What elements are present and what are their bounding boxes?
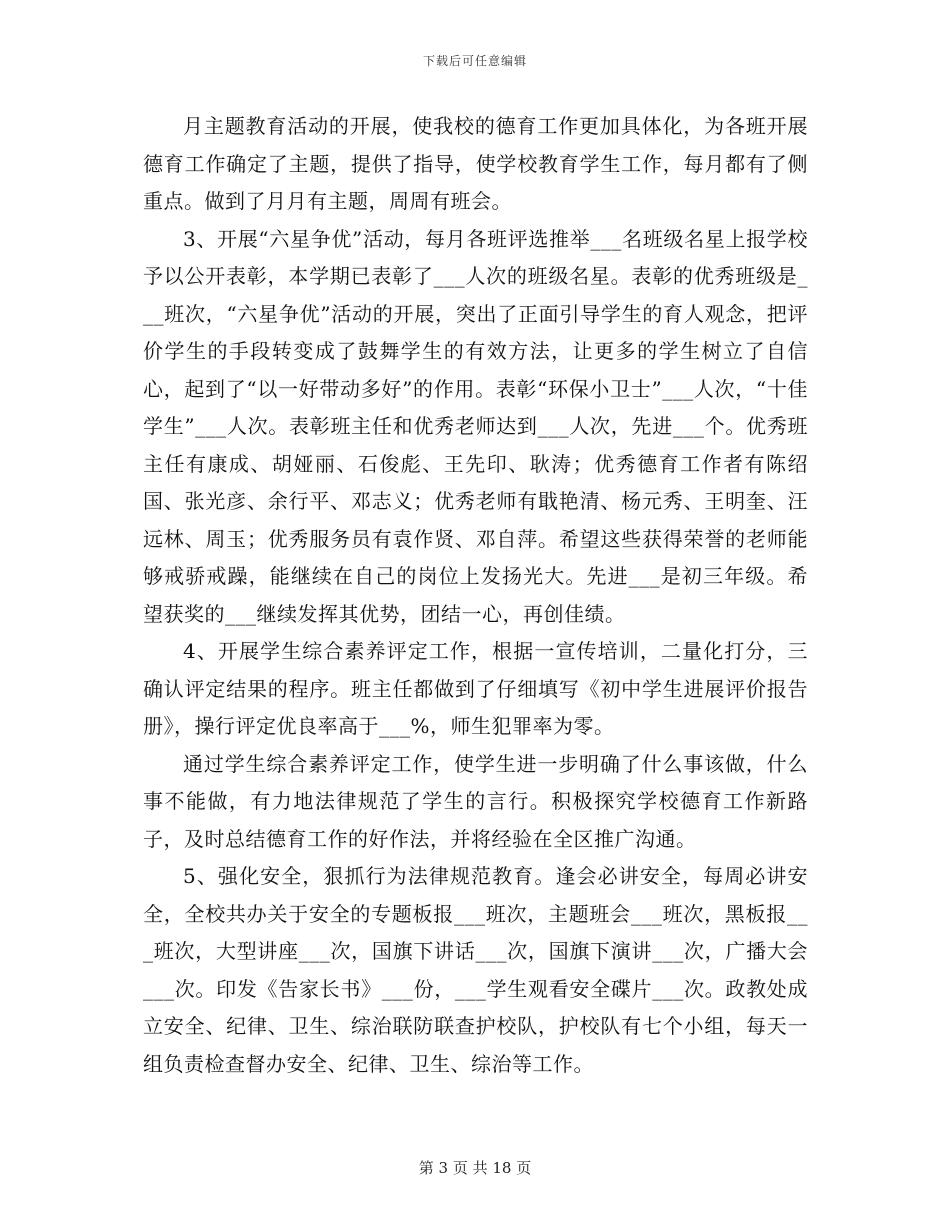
paragraph-3: 4、开展学生综合素养评定工作，根据一宣传培训，二量化打分，三确认评定结果的程序。班主任都做到了仔细填写《初中学生进展评价报告册》，操行评定优良率高于___%，师生犯罪率为零。 — [143, 639, 808, 738]
paragraph-4: 通过学生综合素养评定工作，使学生进一步明确了什么事该做，什么事不能做，有力地法律规范了学生的言行。积极探究学校德育工作新路子，及时总结德育工作的好作法，并将经验在全区推广沟通。 — [143, 751, 808, 851]
page-header: 下载后可任意编辑 — [422, 54, 527, 68]
paragraph-1: 月主题教育活动的开展，使我校的德育工作更加具体化，为各班开展德育工作确定了主题，提供了指导，使学校教育学生工作，每月都有了侧重点。做到了月月有主题，周周有班会。 — [143, 114, 808, 213]
document-body — [143, 108, 808, 1083]
page-number: 第 3 页 共 18 页 — [418, 1159, 532, 1177]
paragraph-5: 5、强化安全，狠抓行为法律规范教育。逢会必讲安全，每周必讲安全，全校共办关于安全的专题板报___班次，主题班会___班次，黑板报___班次，大型讲座___次，国旗下讲话___次，国旗下演讲___次，广播大会___次。印发《告家长书》___份，___学生观看安全碟片___次。政教处成立安全、纪律、卫生、综治联防联查护校队，护校队有七个小组，每天一组负责检查督办安全、纪律、卫生、综治等工作。 — [143, 864, 808, 1076]
paragraph-2: 3、开展“六星争优”活动，每月各班评选推举___名班级名星上报学校予以公开表彰，本学期已表彰了___人次的班级名星。表彰的优秀班级是___班次，“六星争优”活动的开展，突出了正面引导学生的育人观念，把评价学生的手段转变成了鼓舞学生的有效方法，让更多的学生树立了自信心，起到了“以一好带动多好”的作用。表彰“环保小卫士”___人次，“十佳学生”___人次。表彰班主任和优秀老师达到___人次，先进___个。优秀班主任有康成、胡娅丽、石俊彪、王先印、耿涛；优秀德育工作者有陈绍国、张光彦、余行平、邓志义；优秀老师有戢艳清、杨元秀、王明奎、汪远林、周玉；优秀服务员有袁作贤、邓自萍。希望这些获得荣誉的老师能够戒骄戒躁，能继续在自己的岗位上发扬光大。先进___是初三年级。希望获奖的___继续发挥其优势，团结一心，再创佳绩。 — [143, 226, 808, 626]
